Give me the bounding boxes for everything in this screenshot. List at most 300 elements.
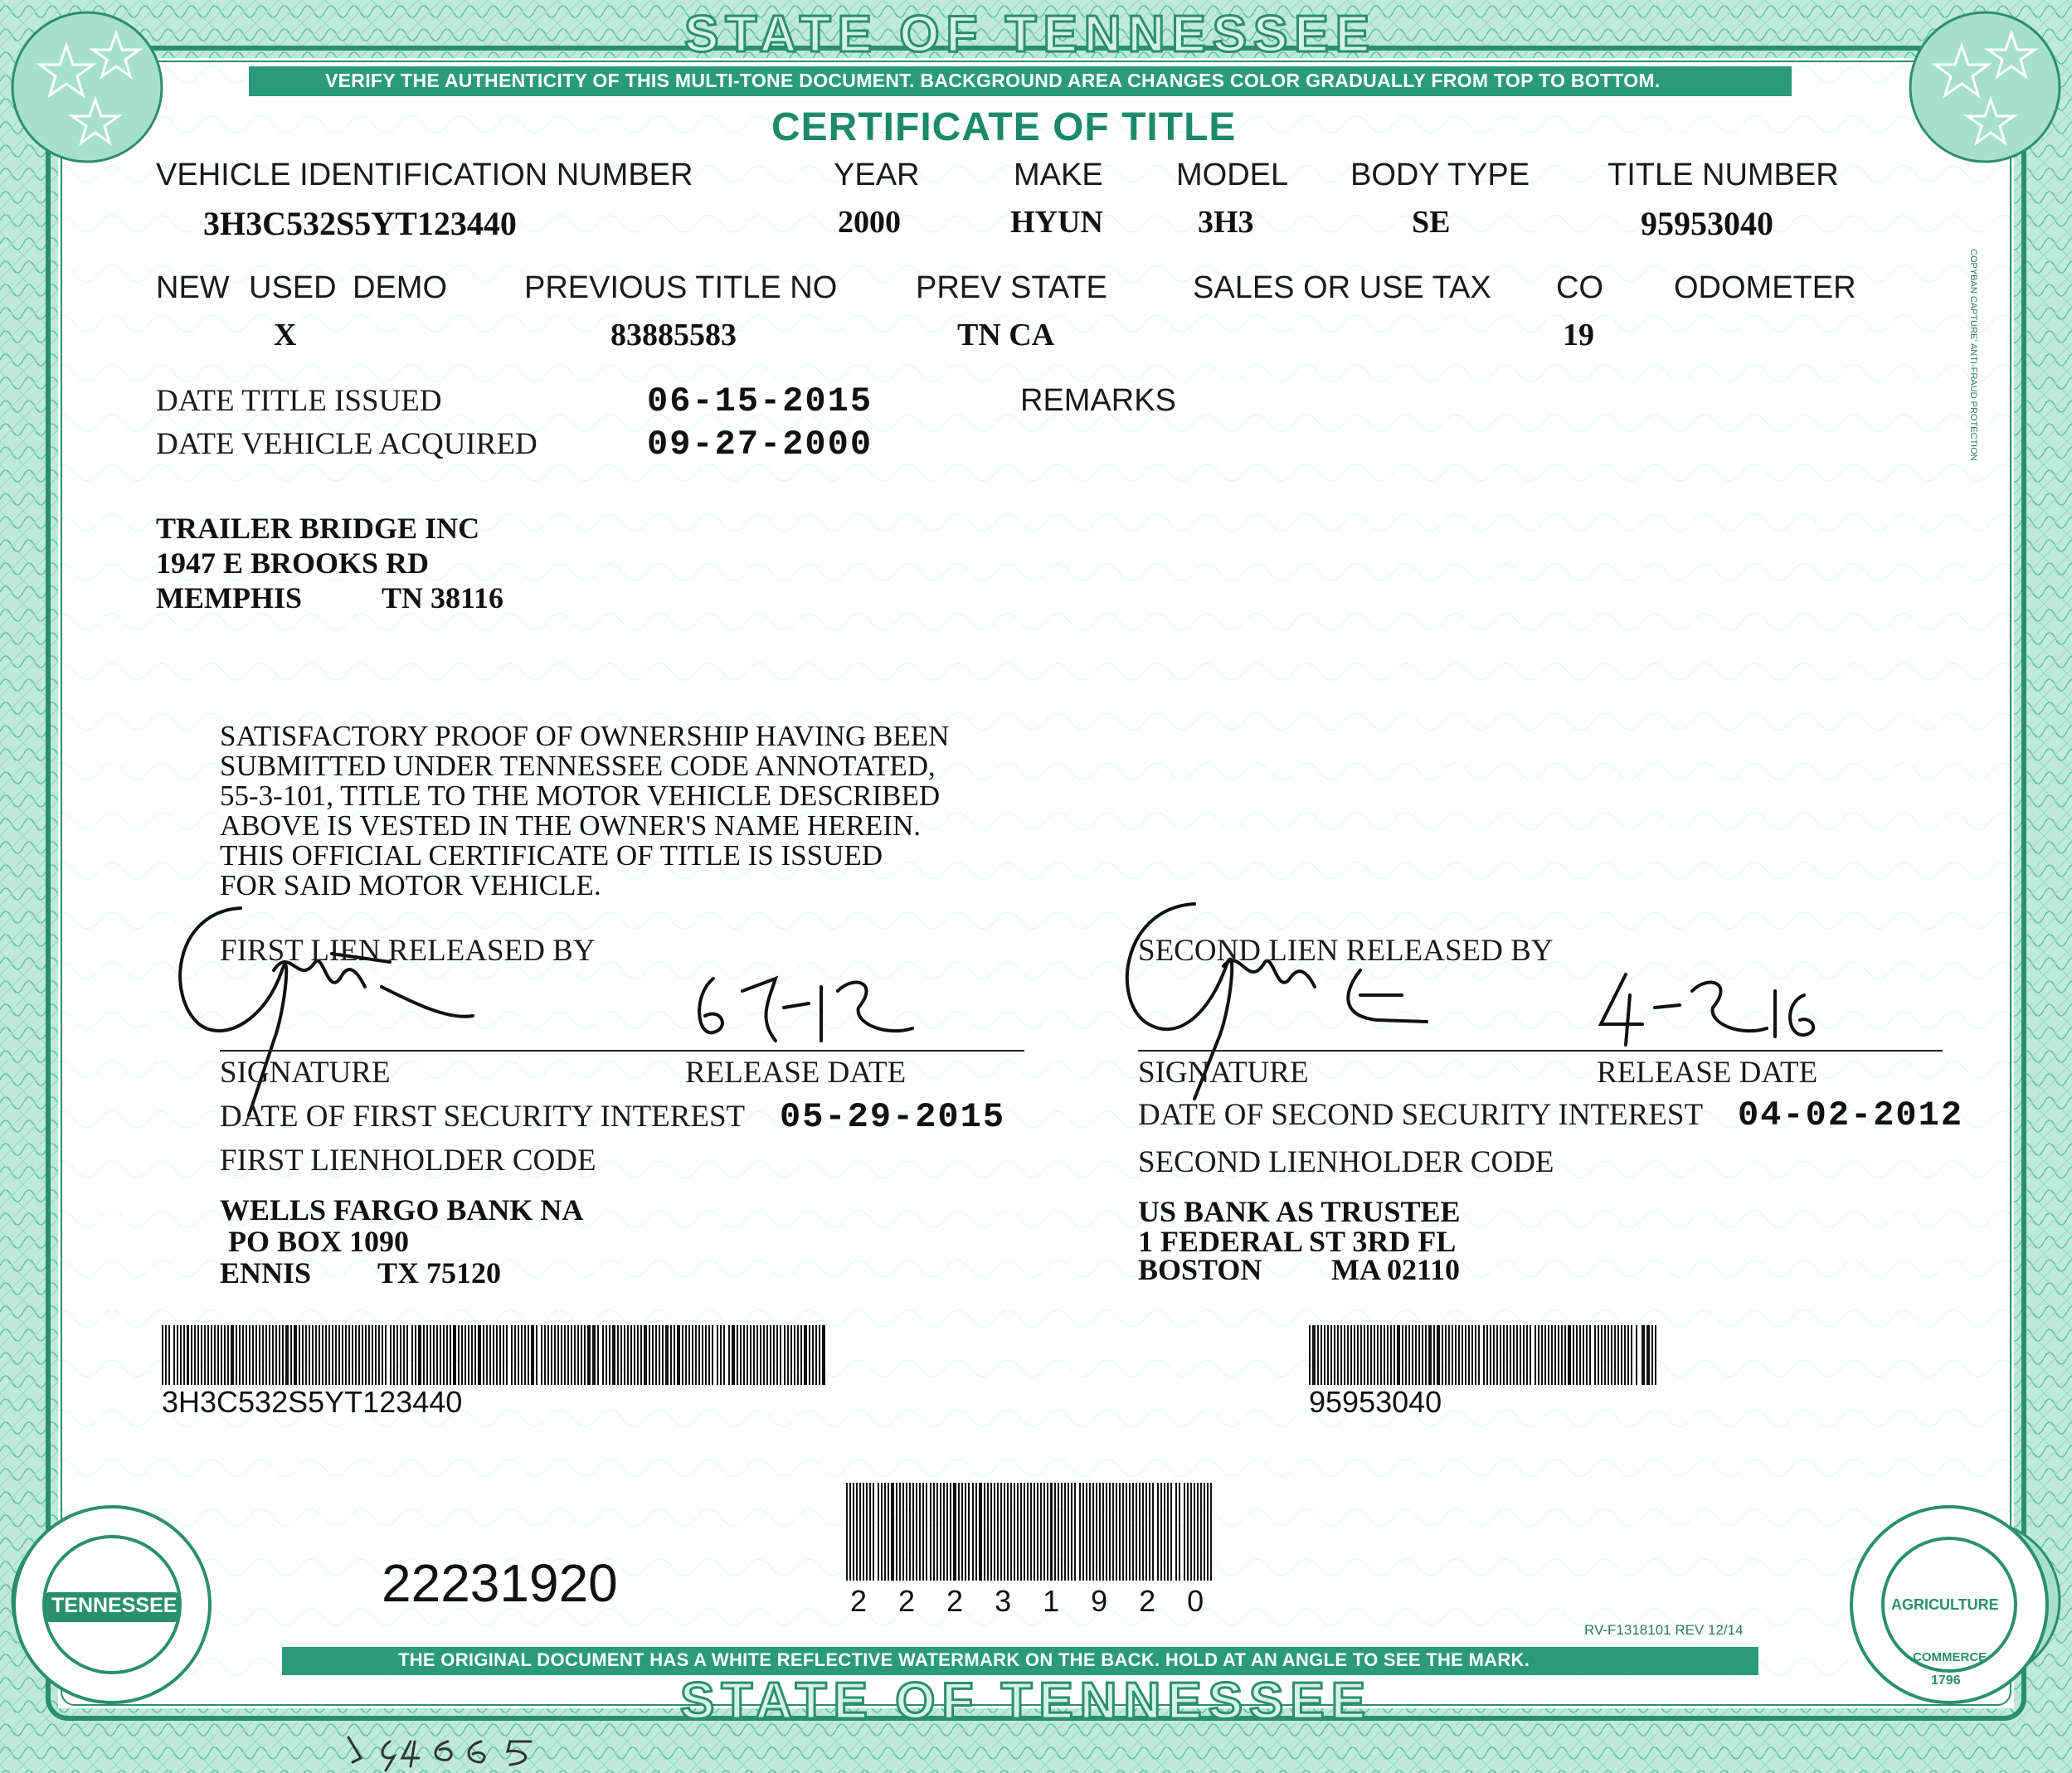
ownership-statement-line: SUBMITTED UNDER TENNESSEE CODE ANNOTATED, (220, 750, 936, 782)
barcode-bar (733, 1325, 735, 1385)
side-protection-text: COPYBAN CAPTURE' ANTI-FRAUD PROTECTION (1968, 249, 1978, 461)
barcode-bar (933, 1483, 935, 1581)
barcode-bar (1568, 1325, 1569, 1385)
barcode-bar (1136, 1483, 1137, 1581)
barcode-bar (1594, 1325, 1596, 1385)
barcode-bar (624, 1325, 625, 1385)
barcode-bar (940, 1483, 941, 1581)
barcode-bar (1569, 1325, 1571, 1385)
barcode-bar (396, 1325, 398, 1385)
barcode-bar (1642, 1325, 1643, 1385)
certificate-title: CERTIFICATE OF TITLE (771, 105, 1237, 149)
barcode-bar (1387, 1325, 1389, 1385)
previous-title-value: 83885583 (610, 318, 737, 352)
barcode-bar (659, 1325, 660, 1385)
barcode-bar (930, 1483, 931, 1581)
body-type-value: SE (1412, 205, 1451, 240)
barcode-bar (567, 1325, 569, 1385)
sales-tax-label: SALES OR USE TAX (1193, 270, 1491, 305)
date-acquired-value: 09-27-2000 (647, 425, 873, 464)
barcode-bar (338, 1325, 340, 1385)
barcode-bar (692, 1325, 693, 1385)
barcode-bar (972, 1483, 974, 1581)
barcode-bar (797, 1325, 799, 1385)
barcode-bar (968, 1483, 970, 1581)
barcode-bar (1122, 1483, 1124, 1581)
barcode-bar (217, 1325, 219, 1385)
barcode-bar (1096, 1483, 1097, 1581)
date-issued-label: DATE TITLE ISSUED (156, 384, 442, 418)
barcode-bar (853, 1483, 854, 1581)
first-signature-line (220, 1050, 1024, 1052)
barcode-bar (232, 1325, 234, 1385)
barcode-bar (946, 1483, 948, 1581)
second-lienholder-code-label: SECOND LIENHOLDER CODE (1138, 1145, 1554, 1179)
barcode-bar (869, 1483, 871, 1581)
barcode-bar (1030, 1483, 1032, 1581)
barcode-bar (1541, 1325, 1543, 1385)
make-label: MAKE (1014, 158, 1103, 192)
barcode-bar (893, 1483, 894, 1581)
barcode-bar (584, 1325, 586, 1385)
barcode-bar (362, 1325, 363, 1385)
barcode-bar (770, 1325, 771, 1385)
barcode-bar (1598, 1325, 1599, 1385)
barcode-bar (403, 1325, 405, 1385)
barcode-bar (1317, 1325, 1319, 1385)
barcode-bar (345, 1325, 347, 1385)
barcode-bar (800, 1325, 802, 1385)
barcode-bar (224, 1325, 226, 1385)
barcode-bar (531, 1325, 533, 1385)
barcode-bar (1478, 1325, 1480, 1385)
barcode-bar (1314, 1325, 1316, 1385)
barcode-bar (1617, 1325, 1619, 1385)
barcode-bar (1350, 1325, 1352, 1385)
barcode-bar (332, 1325, 333, 1385)
barcode-bar (285, 1325, 287, 1385)
barcode-bar (282, 1325, 284, 1385)
year-value: 2000 (838, 205, 901, 240)
barcode-bar (561, 1325, 562, 1385)
barcode-bar (1064, 1483, 1066, 1581)
barcode-bar (1024, 1483, 1025, 1581)
barcode-bar (634, 1325, 635, 1385)
first-lienholder-city: ENNIS (220, 1256, 312, 1290)
barcode-bar (1627, 1325, 1629, 1385)
barcode-bar (1175, 1483, 1177, 1581)
barcode-bar (440, 1325, 441, 1385)
barcode-bar (194, 1325, 196, 1385)
barcode-bar (794, 1325, 795, 1385)
barcode-bar (984, 1483, 985, 1581)
barcode-bar (649, 1325, 650, 1385)
barcode-bar (760, 1325, 761, 1385)
barcode-bar (1475, 1325, 1476, 1385)
barcode-bar (455, 1325, 456, 1385)
barcode-bar (415, 1325, 416, 1385)
barcode-bar (1655, 1325, 1656, 1385)
barcode-bar (453, 1325, 455, 1385)
barcode-bar (1210, 1483, 1212, 1581)
barcode-bar (1089, 1483, 1091, 1581)
barcode-bar (804, 1325, 805, 1385)
barcode-bar (1184, 1483, 1185, 1581)
barcode-bar (594, 1325, 596, 1385)
barcode-bar (528, 1325, 529, 1385)
barcode-bar (1086, 1483, 1087, 1581)
barcode-bar (906, 1483, 907, 1581)
barcode-bar (309, 1325, 310, 1385)
barcode-bar (571, 1325, 572, 1385)
barcode-bar (866, 1483, 868, 1581)
barcode-bar (1071, 1483, 1072, 1581)
barcode-bar (446, 1325, 448, 1385)
barcode-bar (994, 1483, 995, 1581)
make-value: HYUN (1010, 205, 1103, 240)
prev-state-value: TN CA (957, 318, 1055, 352)
barcode-bar (1551, 1325, 1553, 1385)
barcode-bar (1145, 1483, 1147, 1581)
barcode-bar (1034, 1483, 1035, 1581)
barcode-bar (1405, 1325, 1407, 1385)
barcode-bar (737, 1325, 738, 1385)
barcode-bar (1129, 1483, 1131, 1581)
barcode-bar (732, 1325, 733, 1385)
barcode-bar (899, 1483, 901, 1581)
barcode-bar (1112, 1483, 1114, 1581)
barcode-bar (819, 1325, 820, 1385)
vin-label: VEHICLE IDENTIFICATION NUMBER (156, 158, 693, 192)
barcode-bar (1513, 1325, 1515, 1385)
barcode-bar (1397, 1325, 1398, 1385)
barcode-bar (1190, 1483, 1192, 1581)
barcode-bar (1471, 1325, 1473, 1385)
barcode-bar (1561, 1325, 1563, 1385)
barcode-bar (1309, 1325, 1311, 1385)
barcode-bar (1207, 1483, 1209, 1581)
barcode-bar (506, 1325, 508, 1385)
barcode-bar (1510, 1325, 1511, 1385)
owner-street: 1947 E BROOKS RD (156, 546, 430, 580)
barcode-bar (173, 1325, 175, 1385)
barcode-bar (315, 1325, 317, 1385)
barcode-bar (1523, 1325, 1525, 1385)
title-barcode-text: 95953040 (1309, 1385, 1442, 1419)
barcode-bar (987, 1483, 989, 1581)
barcode-bar (503, 1325, 504, 1385)
barcode-bar (756, 1325, 758, 1385)
barcode-bar (458, 1325, 460, 1385)
revenue-seal-center: TENNESSEE (51, 1594, 178, 1617)
barcode-bar (859, 1483, 861, 1581)
barcode-bar (670, 1325, 672, 1385)
second-security-interest-label: DATE OF SECOND SECURITY INTEREST (1138, 1098, 1704, 1132)
barcode-bar (436, 1325, 438, 1385)
barcode-bar (221, 1325, 222, 1385)
barcode-bar (1526, 1325, 1528, 1385)
barcode-bar (486, 1325, 488, 1385)
barcode-bar (1621, 1325, 1622, 1385)
vin-value: 3H3C532S5YT123440 (203, 205, 517, 242)
date-issued-value: 06-15-2015 (647, 381, 873, 421)
form-id: RV-F1318101 REV 12/14 (1584, 1622, 1744, 1638)
first-lienholder-code-label: FIRST LIENHOLDER CODE (220, 1144, 596, 1178)
barcode-bar (358, 1325, 360, 1385)
barcode-bar (295, 1325, 297, 1385)
owner-state-zip: TN 38116 (382, 581, 504, 614)
barcode-bar (815, 1325, 817, 1385)
second-lienholder-name: US BANK AS TRUSTEE (1138, 1195, 1461, 1228)
barcode-bar (443, 1325, 445, 1385)
remarks-label: REMARKS (1020, 383, 1176, 418)
barcode-bar (1330, 1325, 1332, 1385)
barcode-bar (1425, 1325, 1427, 1385)
barcode-bar (1000, 1483, 1002, 1581)
barcode-bar (554, 1325, 556, 1385)
barcode-bar (1438, 1325, 1440, 1385)
barcode-bar (252, 1325, 254, 1385)
barcode-bar (627, 1325, 629, 1385)
barcode-bar (822, 1325, 824, 1385)
barcode-bar (750, 1325, 751, 1385)
barcode-bar (328, 1325, 330, 1385)
barcode-bar (780, 1325, 781, 1385)
barcode-bar (997, 1483, 999, 1581)
barcode-bar (1321, 1325, 1322, 1385)
barcode-bar (873, 1483, 874, 1581)
barcode-bar (524, 1325, 526, 1385)
barcode-bar (239, 1325, 241, 1385)
barcode-bar (433, 1325, 435, 1385)
second-lien-released-by-label: SECOND LIEN RELEASED BY (1138, 934, 1554, 968)
barcode-bar (784, 1325, 786, 1385)
barcode-bar (1187, 1483, 1189, 1581)
barcode-bar (496, 1325, 498, 1385)
barcode-bar (1601, 1325, 1603, 1385)
barcode-bar (305, 1325, 307, 1385)
barcode-bar (936, 1483, 938, 1581)
barcode-bar (382, 1325, 383, 1385)
second-release-date-label: RELEASE DATE (1597, 1056, 1818, 1090)
barcode-bar (919, 1483, 921, 1581)
barcode-bar (856, 1483, 858, 1581)
barcode-bar (1344, 1325, 1345, 1385)
barcode-bar (743, 1325, 745, 1385)
barcode-bar (259, 1325, 260, 1385)
barcode-bar (483, 1325, 484, 1385)
barcode-bar (1573, 1325, 1574, 1385)
barcode-bar (1604, 1325, 1606, 1385)
barcode-bar (1047, 1483, 1048, 1581)
barcode-bar (1490, 1325, 1491, 1385)
barcode-bar (1020, 1483, 1022, 1581)
barcode-bar (1611, 1325, 1612, 1385)
barcode-bar (695, 1325, 697, 1385)
barcode-bar (1636, 1325, 1637, 1385)
barcode-bar (564, 1325, 566, 1385)
barcode-bar (1516, 1325, 1518, 1385)
barcode-bar (1327, 1325, 1329, 1385)
barcode-bar (1037, 1483, 1038, 1581)
barcode-bar (1503, 1325, 1505, 1385)
barcode-bar (325, 1325, 327, 1385)
odometer-label: ODOMETER (1674, 270, 1856, 305)
barcode-bar (1583, 1325, 1584, 1385)
barcode-bar (312, 1325, 314, 1385)
barcode-bar (319, 1325, 320, 1385)
model-label: MODEL (1176, 158, 1289, 192)
model-value: 3H3 (1198, 205, 1254, 240)
barcode-bar (352, 1325, 353, 1385)
demo-label: DEMO (353, 270, 447, 305)
barcode-bar (953, 1483, 955, 1581)
barcode-bar (1119, 1483, 1121, 1581)
barcode-bar (177, 1325, 178, 1385)
ownership-statement-line: THIS OFFICIAL CERTIFICATE OF TITLE IS ISSUED (220, 839, 883, 872)
barcode-bar (1608, 1325, 1609, 1385)
barcode-bar (1428, 1325, 1430, 1385)
barcode-bar (536, 1325, 537, 1385)
first-release-date-label: RELEASE DATE (685, 1056, 907, 1090)
barcode-bar (705, 1325, 707, 1385)
barcode-bar (1204, 1483, 1205, 1581)
barcode-bar (1334, 1325, 1335, 1385)
barcode-bar (1535, 1325, 1536, 1385)
second-security-interest-date: 04-02-2012 (1738, 1095, 1964, 1135)
barcode-bar (1393, 1325, 1395, 1385)
barcode-bar (368, 1325, 370, 1385)
barcode-bar (518, 1325, 519, 1385)
barcode-bar (677, 1325, 679, 1385)
barcode-bar (1324, 1325, 1325, 1385)
county-label: CO (1556, 270, 1603, 305)
barcode-bar (674, 1325, 675, 1385)
barcode-bar (1530, 1325, 1531, 1385)
barcode-bar (980, 1483, 982, 1581)
barcode-bar (1564, 1325, 1566, 1385)
barcode-bar (612, 1325, 614, 1385)
barcode-bar (597, 1325, 599, 1385)
barcode-bar (766, 1325, 768, 1385)
barcode-bar (514, 1325, 516, 1385)
barcode-bar (881, 1483, 883, 1581)
barcode-bar (450, 1325, 451, 1385)
barcode-bar (1109, 1483, 1111, 1581)
barcode-bar (1152, 1483, 1154, 1581)
barcode-bar (712, 1325, 713, 1385)
barcode-bar (1579, 1325, 1581, 1385)
barcode-bar (609, 1325, 610, 1385)
barcode-bar (645, 1325, 647, 1385)
barcode-bar (637, 1325, 639, 1385)
barcode-bar (1455, 1325, 1457, 1385)
barcode-bar (468, 1325, 469, 1385)
barcode-bar (790, 1325, 792, 1385)
barcode-bar (1448, 1325, 1450, 1385)
barcode-bar (544, 1325, 546, 1385)
barcode-bar (614, 1325, 615, 1385)
barcode-bar (1194, 1483, 1195, 1581)
barcode-bar (246, 1325, 247, 1385)
owner-name: TRAILER BRIDGE INC (156, 512, 480, 545)
barcode-bar (236, 1325, 237, 1385)
barcode-bar (262, 1325, 264, 1385)
barcode-bar (640, 1325, 642, 1385)
barcode-bar (1200, 1483, 1202, 1581)
barcode-bar (474, 1325, 476, 1385)
barcode-bar (787, 1325, 789, 1385)
barcode-bar (1445, 1325, 1447, 1385)
barcode-bar (1437, 1325, 1438, 1385)
barcode-bar (1390, 1325, 1392, 1385)
barcode-bar (655, 1325, 657, 1385)
vin-barcode-text: 3H3C532S5YT123440 (162, 1385, 463, 1419)
barcode-bar (1493, 1325, 1495, 1385)
barcode-bar (183, 1325, 185, 1385)
barcode-bar (269, 1325, 270, 1385)
barcode-bar (1139, 1483, 1141, 1581)
barcode-bar (1004, 1483, 1005, 1581)
barcode-bar (275, 1325, 277, 1385)
barcode-bar (1027, 1483, 1029, 1581)
barcode-bar (1433, 1325, 1435, 1385)
barcode-bar (1646, 1325, 1648, 1385)
barcode-bar (1357, 1325, 1359, 1385)
barcode-bar (1010, 1483, 1012, 1581)
barcode-bar (753, 1325, 755, 1385)
barcode-bar (846, 1483, 848, 1581)
year-label: YEAR (834, 158, 920, 192)
barcode-bar (1496, 1325, 1498, 1385)
barcode-bar (418, 1325, 420, 1385)
barcode-bar (207, 1325, 209, 1385)
barcode-bar (812, 1325, 814, 1385)
barcode-bar (1468, 1325, 1470, 1385)
barcode-bar (688, 1325, 690, 1385)
barcode-bar (430, 1325, 431, 1385)
prev-state-label: PREV STATE (916, 270, 1107, 305)
barcode-bar (902, 1483, 904, 1581)
barcode-bar (1079, 1483, 1081, 1581)
barcode-bar (1554, 1325, 1556, 1385)
barcode-bar (849, 1483, 851, 1581)
barcode-bar (1544, 1325, 1546, 1385)
second-signature-line (1138, 1050, 1943, 1052)
barcode-bar (1106, 1483, 1107, 1581)
state-title-top: STATE OF TENNESSEE (684, 6, 1377, 63)
barcode-bar (1367, 1325, 1369, 1385)
barcode-bar (1452, 1325, 1453, 1385)
barcode-bar (279, 1325, 280, 1385)
barcode-bar (426, 1325, 428, 1385)
barcode-bar (1576, 1325, 1578, 1385)
barcode-bar (763, 1325, 765, 1385)
great-seal-year: 1796 (1931, 1673, 1961, 1688)
barcode-bar (1160, 1483, 1162, 1581)
barcode-bar (375, 1325, 377, 1385)
barcode-bar (1643, 1325, 1645, 1385)
barcode-bar (1040, 1483, 1042, 1581)
barcode-bar (464, 1325, 466, 1385)
barcode-bar (1099, 1483, 1101, 1581)
second-signature-label: SIGNATURE (1138, 1056, 1309, 1090)
barcode-bar (249, 1325, 250, 1385)
barcode-bar (1058, 1483, 1059, 1581)
barcode-bar (773, 1325, 775, 1385)
barcode-bar (420, 1325, 421, 1385)
barcode-bar (805, 1325, 807, 1385)
